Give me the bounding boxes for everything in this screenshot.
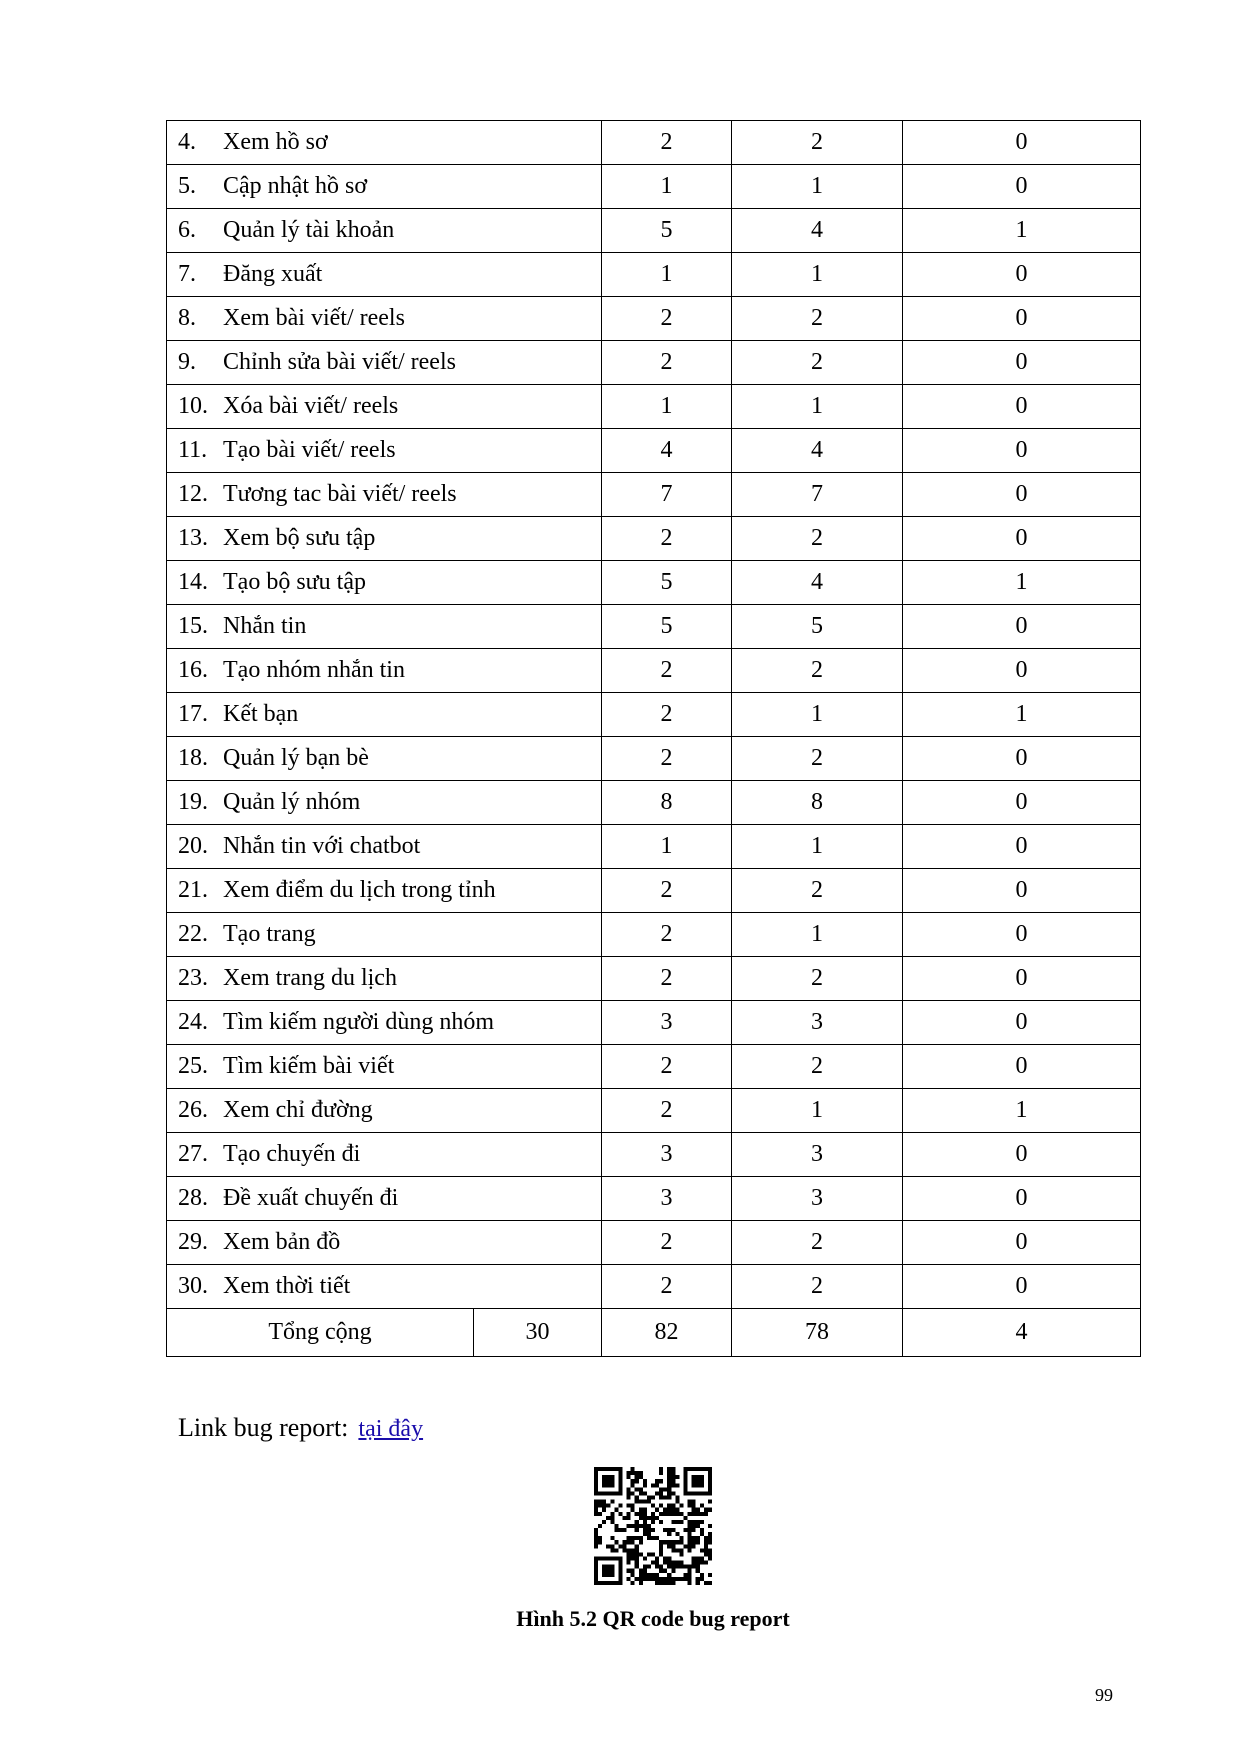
task-cell	[167, 165, 602, 209]
row-number: 27.	[178, 1141, 208, 1167]
task-name: Đăng xuất	[223, 261, 323, 287]
fail-cell: 0	[903, 429, 1141, 473]
pass-cell: 7	[732, 473, 903, 517]
table-row	[167, 957, 1141, 1001]
task-cell	[167, 209, 602, 253]
pass-cell: 2	[732, 1221, 903, 1265]
fail-cell: 0	[903, 385, 1141, 429]
fail-cell: 1	[903, 693, 1141, 737]
task-name: Tạo trang	[223, 921, 316, 947]
task-cell	[167, 1133, 602, 1177]
table-row	[167, 517, 1141, 561]
fail-cell: 0	[903, 1265, 1141, 1309]
tests-cell: 3	[602, 1133, 732, 1177]
row-number: 22.	[178, 921, 208, 947]
fail-cell: 0	[903, 473, 1141, 517]
row-number: 23.	[178, 965, 208, 991]
task-name: Tương tac bài viết/ reels	[223, 481, 457, 507]
row-number: 28.	[178, 1185, 208, 1211]
tests-cell: 2	[602, 1045, 732, 1089]
row-number: 20.	[178, 833, 208, 859]
fail-cell: 1	[903, 561, 1141, 605]
row-number: 17.	[178, 701, 208, 727]
pass-cell: 4	[732, 209, 903, 253]
tests-cell: 1	[602, 253, 732, 297]
pass-cell: 1	[732, 385, 903, 429]
table-row	[167, 561, 1141, 605]
tests-cell: 2	[602, 341, 732, 385]
task-cell	[167, 1089, 602, 1133]
tests-cell: 4	[602, 429, 732, 473]
task-cell	[167, 561, 602, 605]
table-row	[167, 1177, 1141, 1221]
total-pass: 78	[732, 1309, 903, 1357]
task-cell	[167, 605, 602, 649]
pass-cell: 1	[732, 165, 903, 209]
pass-cell: 4	[732, 429, 903, 473]
task-name: Xóa bài viết/ reels	[223, 393, 399, 419]
task-cell	[167, 913, 602, 957]
task-name: Xem điểm du lịch trong tỉnh	[223, 877, 496, 903]
pass-cell: 2	[732, 737, 903, 781]
tests-cell: 2	[602, 517, 732, 561]
pass-cell: 4	[732, 561, 903, 605]
task-name: Xem bài viết/ reels	[223, 305, 405, 331]
table-row	[167, 781, 1141, 825]
task-name: Quản lý tài khoản	[223, 217, 395, 243]
task-name: Xem bản đồ	[223, 1229, 341, 1255]
fail-cell: 0	[903, 781, 1141, 825]
task-cell	[167, 693, 602, 737]
task-name: Xem hồ sơ	[223, 129, 328, 155]
task-name: Xem chỉ đường	[223, 1097, 373, 1123]
fail-cell: 0	[903, 297, 1141, 341]
table-row	[167, 209, 1141, 253]
task-name: Tạo chuyến đi	[223, 1141, 361, 1167]
fail-cell: 0	[903, 253, 1141, 297]
table-row	[167, 1265, 1141, 1309]
fail-cell: 1	[903, 209, 1141, 253]
table-row	[167, 297, 1141, 341]
pass-cell: 2	[732, 1265, 903, 1309]
bug-report-prefix: Link bug report:	[178, 1413, 349, 1442]
task-cell	[167, 121, 602, 165]
fail-cell: 0	[903, 517, 1141, 561]
table-row	[167, 649, 1141, 693]
task-name: Tạo bộ sưu tập	[223, 569, 366, 595]
total-count: 30	[474, 1309, 602, 1357]
tests-cell: 2	[602, 121, 732, 165]
tests-cell: 2	[602, 957, 732, 1001]
row-number: 26.	[178, 1097, 208, 1123]
table-row	[167, 825, 1141, 869]
fail-cell: 0	[903, 1133, 1141, 1177]
fail-cell: 0	[903, 605, 1141, 649]
tests-cell: 5	[602, 605, 732, 649]
pass-cell: 2	[732, 297, 903, 341]
total-label: Tổng cộng	[167, 1309, 474, 1357]
table-row	[167, 1221, 1141, 1265]
row-number: 9.	[178, 349, 196, 375]
task-cell	[167, 781, 602, 825]
pass-cell: 1	[732, 693, 903, 737]
table-row	[167, 1133, 1141, 1177]
tests-cell: 1	[602, 165, 732, 209]
table-row	[167, 385, 1141, 429]
pass-cell: 1	[732, 253, 903, 297]
task-cell	[167, 1221, 602, 1265]
fail-cell: 0	[903, 1045, 1141, 1089]
row-number: 13.	[178, 525, 208, 551]
task-name: Đề xuất chuyến đi	[223, 1185, 399, 1211]
total-fail: 4	[903, 1309, 1141, 1357]
task-name: Nhắn tin với chatbot	[223, 833, 421, 859]
tests-cell: 2	[602, 1221, 732, 1265]
row-number: 19.	[178, 789, 208, 815]
bug-report-line	[178, 1413, 423, 1443]
fail-cell: 0	[903, 165, 1141, 209]
table-row	[167, 473, 1141, 517]
row-number: 29.	[178, 1229, 208, 1255]
task-cell	[167, 1177, 602, 1221]
pass-cell: 2	[732, 1045, 903, 1089]
qr-code-icon	[594, 1467, 712, 1585]
task-cell	[167, 429, 602, 473]
row-number: 14.	[178, 569, 208, 595]
task-name: Quản lý bạn bè	[223, 745, 369, 771]
fail-cell: 0	[903, 913, 1141, 957]
tests-cell: 8	[602, 781, 732, 825]
test-summary-table	[166, 120, 1141, 1357]
task-cell	[167, 341, 602, 385]
pass-cell: 3	[732, 1177, 903, 1221]
pass-cell: 1	[732, 913, 903, 957]
tests-cell: 2	[602, 913, 732, 957]
tests-cell: 5	[602, 209, 732, 253]
fail-cell: 0	[903, 1221, 1141, 1265]
tests-cell: 2	[602, 649, 732, 693]
pass-cell: 5	[732, 605, 903, 649]
task-name: Xem trang du lịch	[223, 965, 397, 991]
tests-cell: 2	[602, 1265, 732, 1309]
task-cell	[167, 869, 602, 913]
total-row	[167, 1309, 1141, 1357]
tests-cell: 1	[602, 825, 732, 869]
fail-cell: 0	[903, 869, 1141, 913]
task-cell	[167, 957, 602, 1001]
pass-cell: 2	[732, 341, 903, 385]
pass-cell: 8	[732, 781, 903, 825]
pass-cell: 1	[732, 1089, 903, 1133]
tests-cell: 7	[602, 473, 732, 517]
task-cell	[167, 737, 602, 781]
fail-cell: 0	[903, 737, 1141, 781]
row-number: 18.	[178, 745, 208, 771]
total-tests: 82	[602, 1309, 732, 1357]
row-number: 30.	[178, 1273, 208, 1299]
task-cell	[167, 649, 602, 693]
fail-cell: 0	[903, 1177, 1141, 1221]
tests-cell: 3	[602, 1177, 732, 1221]
table-row	[167, 341, 1141, 385]
table-row	[167, 1089, 1141, 1133]
bug-report-link[interactable]: tại đây	[358, 1416, 424, 1442]
task-name: Quản lý nhóm	[223, 789, 361, 815]
pass-cell: 2	[732, 869, 903, 913]
table-row	[167, 429, 1141, 473]
tests-cell: 2	[602, 869, 732, 913]
row-number: 25.	[178, 1053, 208, 1079]
task-cell	[167, 825, 602, 869]
row-number: 6.	[178, 217, 196, 243]
table-body	[167, 121, 1141, 1357]
task-name: Tìm kiếm người dùng nhóm	[223, 1009, 495, 1035]
row-number: 21.	[178, 877, 208, 903]
pass-cell: 2	[732, 517, 903, 561]
tests-cell: 1	[602, 385, 732, 429]
tests-cell: 2	[602, 693, 732, 737]
table-row	[167, 121, 1141, 165]
task-cell	[167, 385, 602, 429]
row-number: 16.	[178, 657, 208, 683]
table-row	[167, 913, 1141, 957]
task-name: Tìm kiếm bài viết	[223, 1053, 395, 1079]
tests-cell: 2	[602, 1089, 732, 1133]
task-cell	[167, 297, 602, 341]
pass-cell: 1	[732, 825, 903, 869]
tests-cell: 2	[602, 297, 732, 341]
pass-cell: 3	[732, 1133, 903, 1177]
fail-cell: 0	[903, 825, 1141, 869]
table-row	[167, 1001, 1141, 1045]
row-number: 7.	[178, 261, 196, 287]
task-name: Chỉnh sửa bài viết/ reels	[223, 349, 456, 375]
table-row	[167, 693, 1141, 737]
fail-cell: 0	[903, 341, 1141, 385]
task-cell	[167, 1265, 602, 1309]
task-cell	[167, 517, 602, 561]
pass-cell: 2	[732, 121, 903, 165]
task-name: Nhắn tin	[223, 613, 307, 639]
task-cell	[167, 253, 602, 297]
table-row	[167, 165, 1141, 209]
table-row	[167, 253, 1141, 297]
row-number: 15.	[178, 613, 208, 639]
pass-cell: 3	[732, 1001, 903, 1045]
table-row	[167, 869, 1141, 913]
fail-cell: 0	[903, 649, 1141, 693]
task-cell	[167, 1045, 602, 1089]
table-row	[167, 1045, 1141, 1089]
row-number: 5.	[178, 173, 196, 199]
figure-caption: Hình 5.2 QR code bug report	[516, 1606, 790, 1631]
pass-cell: 2	[732, 957, 903, 1001]
task-name: Tạo nhóm nhắn tin	[223, 657, 405, 683]
row-number: 11.	[178, 437, 208, 463]
task-cell	[167, 473, 602, 517]
fail-cell: 1	[903, 1089, 1141, 1133]
fail-cell: 0	[903, 1001, 1141, 1045]
task-name: Kết bạn	[223, 701, 299, 727]
tests-cell: 5	[602, 561, 732, 605]
row-number: 4.	[178, 129, 196, 155]
fail-cell: 0	[903, 957, 1141, 1001]
row-number: 8.	[178, 305, 196, 331]
row-number: 10.	[178, 393, 208, 419]
tests-cell: 3	[602, 1001, 732, 1045]
table-row	[167, 605, 1141, 649]
pass-cell: 2	[732, 649, 903, 693]
fail-cell: 0	[903, 121, 1141, 165]
task-name: Xem thời tiết	[223, 1273, 351, 1299]
task-name: Cập nhật hồ sơ	[223, 173, 368, 199]
task-name: Xem bộ sưu tập	[223, 525, 376, 551]
row-number: 24.	[178, 1009, 208, 1035]
page-number: 99	[1095, 1685, 1113, 1705]
task-name: Tạo bài viết/ reels	[223, 437, 396, 463]
tests-cell: 2	[602, 737, 732, 781]
row-number: 12.	[178, 481, 208, 507]
table-row	[167, 737, 1141, 781]
task-cell	[167, 1001, 602, 1045]
